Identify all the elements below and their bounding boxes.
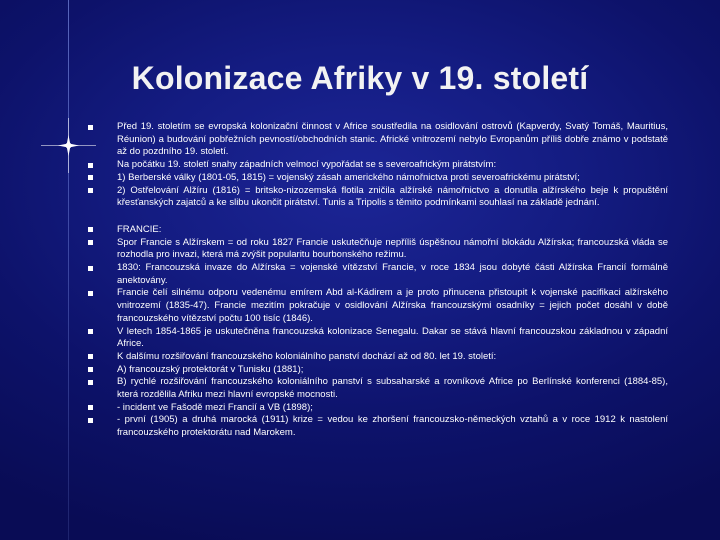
list-item: [86, 376, 668, 401]
list-item-text: V letech 1854-1865 je uskutečněna francouzská kolonizace Senegalu. Dakar se stává hlavní francouzskou základnou v západní Africe.: [117, 325, 668, 350]
list-item: [86, 224, 668, 237]
square-bullet-icon: [88, 266, 93, 271]
list-item-text: A) francouzský protektorát v Tunisku (1881);: [117, 363, 304, 375]
list-item: [86, 402, 668, 415]
slide-title: Kolonizace Afriky v 19. století: [131, 60, 589, 96]
square-bullet-icon: [88, 418, 93, 423]
list-item-text: Na počátku 19. století snahy západních velmocí vypořádat se s severoafrickým pirátstvím:: [117, 159, 497, 171]
list-item: [86, 185, 668, 210]
square-bullet-icon: [88, 291, 93, 296]
square-bullet-icon: [88, 125, 93, 130]
list-item-text: K dalšímu rozšiřování francouzského koloniálního panství dochází až od 80. let 19. století:: [117, 350, 497, 362]
list-item: [86, 237, 668, 262]
list-item-text: 2) Ostřelování Alžíru (1816) = britsko-nizozemská flotila zničila alžírské námořnictvo a donutila alžírského beje k propuštění křesťanských zajatců a ke slibu ukončit pirátství. Tunis a Tripolis s těmito podmínkami souhlasí na základě jednání.: [117, 184, 668, 209]
square-bullet-icon: [88, 329, 93, 334]
square-bullet-icon: [88, 367, 93, 372]
bullet-list: [86, 121, 668, 440]
square-bullet-icon: [88, 175, 93, 180]
list-item-text: - incident ve Fašodě mezi Francií a VB (1898);: [117, 401, 313, 413]
list-item-text: Před 19. stoletím se evropská kolonizační činnost v Africe soustředila na osidlování ostrovů (Kapverdy, Svatý Tomáš, Mauritius, Réunion) a budování pobřežních pevností/obchodních stanic. Africké vnitrozemí nebylo Evropanům příliš dobře známo v podstatě až do pozdního 19. století.: [117, 121, 668, 158]
square-bullet-icon: [88, 188, 93, 193]
list-item: [86, 159, 668, 172]
list-item-text: Spor Francie s Alžírskem = od roku 1827 Francie uskutečňuje nepříliš úspěšnou námořní blokádu Alžírska; francouzská vláda se rozhodla pro invazi, která má zvýšit popularitu bourbonského režimu.: [117, 236, 668, 261]
list-item-text: 1830: Francouzská invaze do Alžírska = vojenské vítězství Francie, v roce 1834 jsou dobyté části Alžírska Francií formálně anektovány.: [117, 262, 668, 286]
square-bullet-icon: [88, 227, 93, 232]
square-bullet-icon: [88, 354, 93, 359]
list-item-text: FRANCIE:: [117, 223, 162, 235]
list-item: [86, 351, 668, 364]
list-item-text: - první (1905) a druhá marocká (1911) krize = vedou ke zhoršení francouzsko-německých vztahů a v roce 1912 k nastolení francouzského protektorátu nad Marokem.: [117, 414, 668, 439]
square-bullet-icon: [88, 380, 93, 385]
list-item: [86, 172, 668, 185]
list-item: [86, 121, 668, 159]
list-item: [86, 287, 668, 325]
square-bullet-icon: [88, 163, 93, 168]
list-item-text: B) rychlé rozšiřování francouzského koloniálního panství s subsaharské a rovníkové Africe po Berlínské konferenci (1884-85), která rozdělila Afriku mezi hlavní evropské mocnosti.: [117, 376, 668, 401]
list-item-text: 1) Berberské války (1801-05, 1815) = vojenský zásah amerického námořnictva proti severoafrickému pirátství;: [117, 171, 580, 183]
list-item: [86, 414, 668, 439]
list-item-text: Francie čelí silnému odporu vedenému emírem Abd al-Kádirem a je proto přinucena přistoupit k vojenské pacifikaci alžírského vnitrozemí (1835-47). Francie mezitím pokračuje v osidlování Alžírska francouzskými osadníky = jejich počet dosáhl v době francouzského vítězství počtu 100 tisíc (1846).: [117, 287, 668, 324]
square-bullet-icon: [88, 405, 93, 410]
list-item: [86, 364, 668, 377]
list-item: [86, 326, 668, 351]
list-item: [86, 262, 668, 287]
square-bullet-icon: [88, 240, 93, 245]
